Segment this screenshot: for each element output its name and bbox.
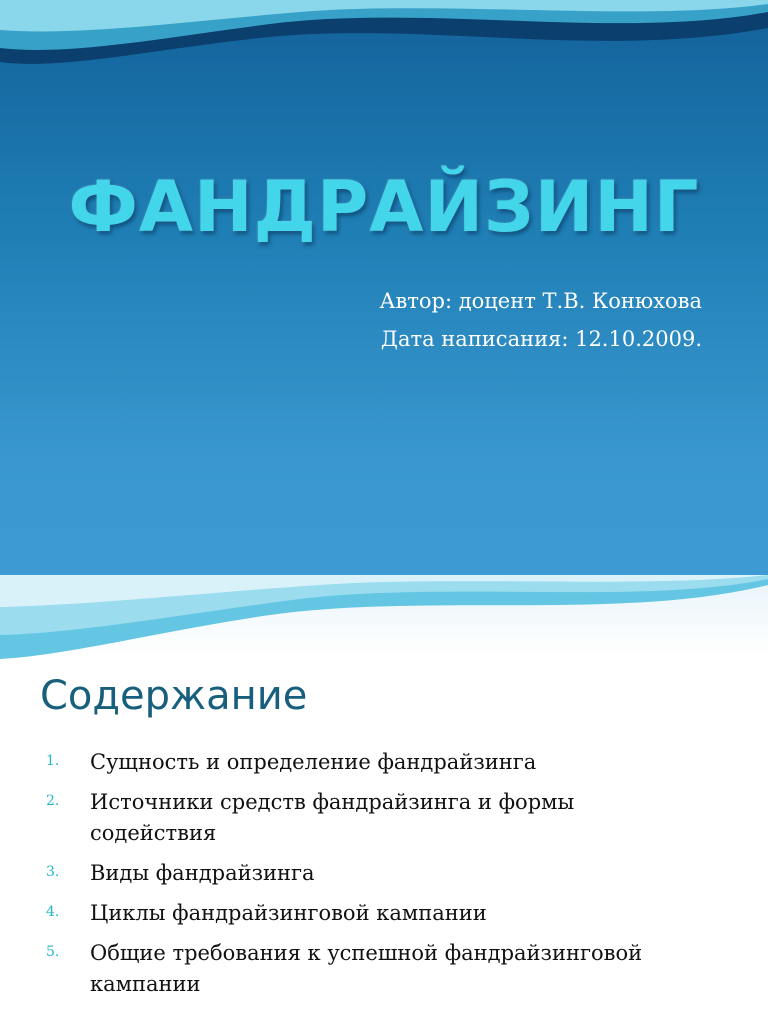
- item-text: Источники средств фандрайзинга и формы содействия: [90, 790, 575, 845]
- list-item: [46, 858, 666, 889]
- list-item: [46, 898, 666, 929]
- item-text: Циклы фандрайзинговой кампании: [90, 901, 487, 925]
- item-text: Сущность и определение фандрайзинга: [90, 750, 537, 774]
- list-item: [46, 787, 666, 849]
- author-line: Автор: доцент Т.В. Конюхова: [379, 289, 702, 313]
- slide-subtitle: [380, 282, 702, 358]
- contents-slide: [0, 575, 768, 1024]
- wave-decoration-top: [0, 0, 768, 100]
- contents-heading: Содержание: [40, 673, 308, 719]
- list-item: [46, 747, 666, 778]
- slide-title: ФАНДРАЙЗИНГ: [68, 166, 700, 248]
- list-item: [46, 938, 666, 1000]
- contents-list: [46, 747, 666, 1009]
- item-text: Общие требования к успешной фандрайзинговой кампании: [90, 941, 643, 996]
- item-text: Виды фандрайзинга: [90, 861, 315, 885]
- wave-decoration-top: [0, 575, 768, 670]
- item-number: 5.: [46, 944, 60, 960]
- item-number: 4.: [46, 904, 60, 920]
- item-number: 3.: [46, 864, 60, 880]
- item-number: 2.: [46, 793, 60, 809]
- item-number: 1.: [46, 753, 60, 769]
- date-line: Дата написания: 12.10.2009.: [380, 327, 702, 351]
